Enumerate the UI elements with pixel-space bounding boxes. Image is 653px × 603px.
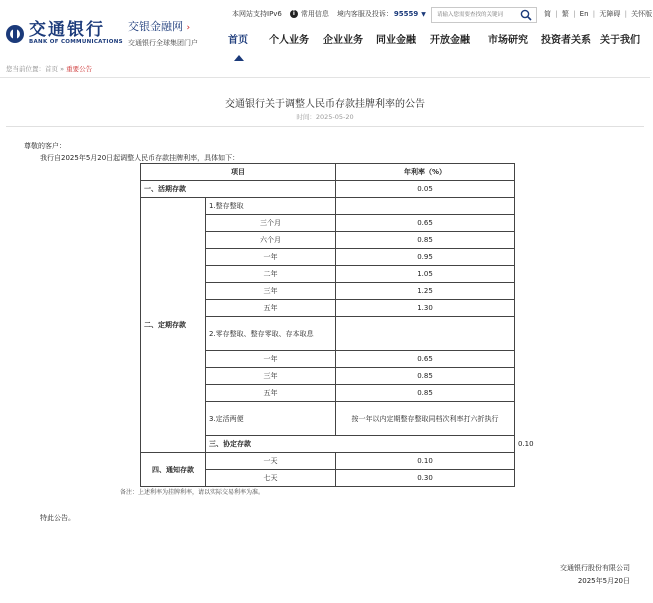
term-cell: 三年 <box>206 283 336 300</box>
logo-english: BANK OF COMMUNICATIONS <box>29 39 123 45</box>
closing-text: 特此公告。 <box>40 514 75 522</box>
table-row <box>141 198 515 215</box>
intro-text: 我行自2025年5月20日起调整人民币存款挂牌利率，具体如下： <box>40 154 240 162</box>
publish-date: 时间：2025-05-20 <box>296 113 354 121</box>
term-cell: 二年 <box>206 266 336 283</box>
caret-down-icon: ▼ <box>421 10 426 18</box>
site-header <box>0 0 653 62</box>
term-cell: 一天 <box>206 453 336 470</box>
subbrand-title: 交银金融网 <box>128 20 183 33</box>
term-cell: 一年 <box>206 351 336 368</box>
divider <box>0 77 650 78</box>
accessibility-link[interactable]: 无障碍 <box>599 10 621 18</box>
search-icon[interactable] <box>520 9 532 21</box>
category-notice-deposit: 四、通知存款 <box>141 453 206 487</box>
rate-cell: 0.85 <box>336 385 515 402</box>
subbrand-subtitle: 交通银行全球集团门户 <box>128 39 198 47</box>
breadcrumb: 您当前位置：首页 » 重要公告 <box>6 65 93 73</box>
rate-cell: 0.05 <box>336 181 515 198</box>
rate-cell: 0.10 <box>336 453 515 470</box>
nav-interbank[interactable]: 同业金融 <box>376 35 416 46</box>
breadcrumb-current[interactable]: 重要公告 <box>66 65 93 73</box>
deposit-rate-table <box>140 163 534 487</box>
subcategory-lump-sum: 1.整存整取 <box>206 198 336 215</box>
term-cell: 一年 <box>206 249 336 266</box>
search-input[interactable] <box>432 8 516 22</box>
nav-personal[interactable]: 个人业务 <box>269 35 309 46</box>
subbrand-arrow-icon: › <box>186 23 191 33</box>
rate-cell: 0.85 <box>336 232 515 249</box>
rate-cell: 0.85 <box>336 368 515 385</box>
main-nav <box>0 35 650 51</box>
rate-cell: 1.30 <box>336 300 515 317</box>
column-header-item: 项目 <box>141 164 336 181</box>
table-row <box>141 181 515 198</box>
table-row <box>141 453 515 470</box>
nav-investor-relations[interactable]: 投资者关系 <box>541 35 591 46</box>
signature-date: 2025年5月20日 <box>577 577 630 585</box>
nav-open-finance[interactable]: 开放金融 <box>430 35 470 46</box>
signature-org: 交通银行股份有限公司 <box>560 564 630 572</box>
rate-cell: 0.65 <box>336 215 515 232</box>
rate-cell: 1.05 <box>336 266 515 283</box>
language-switcher: 简 | 繁 | En | 无障碍 | 关怀版 <box>544 10 653 18</box>
greeting: 尊敬的客户： <box>24 142 66 150</box>
common-info-link[interactable]: i 常用信息 <box>290 9 329 19</box>
search-box <box>431 7 537 23</box>
term-cell: 三年 <box>206 368 336 385</box>
nav-market-research[interactable]: 市场研究 <box>488 35 528 46</box>
lang-simplified[interactable]: 简 <box>544 10 551 18</box>
ipv6-notice: 本网站支持IPv6 <box>232 10 282 18</box>
rate-cell: 按一年以内定期整存整取同档次利率打六折执行 <box>336 402 515 436</box>
top-utility-bar <box>232 9 434 19</box>
nav-active-indicator <box>234 55 244 61</box>
lang-traditional[interactable]: 繁 <box>561 10 569 18</box>
table-note: 备注：上述利率为挂牌利率，请以实际交易利率为准。 <box>120 489 265 496</box>
logo-chinese: 交通银行 <box>29 20 105 40</box>
term-cell: 五年 <box>206 300 336 317</box>
hotline-number: 95559 <box>393 10 419 18</box>
subcategory-flexible: 3.定活两便 <box>206 402 336 436</box>
page-title: 交通银行关于调整人民币存款挂牌利率的公告 <box>225 99 425 110</box>
nav-corporate[interactable]: 企业业务 <box>323 35 363 46</box>
rate-cell: 0.65 <box>336 351 515 368</box>
signature-block <box>560 562 630 588</box>
nav-home[interactable]: 首页 <box>228 35 248 46</box>
table-row: 三、协定存款 0.10 <box>141 436 515 453</box>
subcategory-installment: 2.零存整取、整存零取、存本取息 <box>206 317 336 351</box>
column-header-rate: 年利率（%） <box>336 164 515 181</box>
care-mode-link[interactable]: 关怀版 <box>631 10 653 18</box>
breadcrumb-home[interactable]: 首页 <box>45 65 58 73</box>
table-header-row <box>141 164 515 181</box>
hotline-selector[interactable]: 境内客服及投诉： 95559 ▼ <box>336 10 426 18</box>
rate-cell: 1.25 <box>336 283 515 300</box>
category-time-deposit: 二、定期存款 <box>141 198 206 453</box>
lang-english[interactable]: En <box>579 10 589 18</box>
term-cell: 六个月 <box>206 232 336 249</box>
rate-cell: 0.30 <box>336 470 515 487</box>
term-cell: 七天 <box>206 470 336 487</box>
divider <box>6 126 644 127</box>
nav-about-us[interactable]: 关于我们 <box>600 35 640 46</box>
rate-cell: 0.95 <box>336 249 515 266</box>
term-cell: 三个月 <box>206 215 336 232</box>
term-cell: 五年 <box>206 385 336 402</box>
info-icon: i <box>290 10 298 18</box>
category-agreement-deposit: 三、协定存款 <box>206 436 515 453</box>
category-current-deposit: 一、活期存款 <box>141 181 336 198</box>
